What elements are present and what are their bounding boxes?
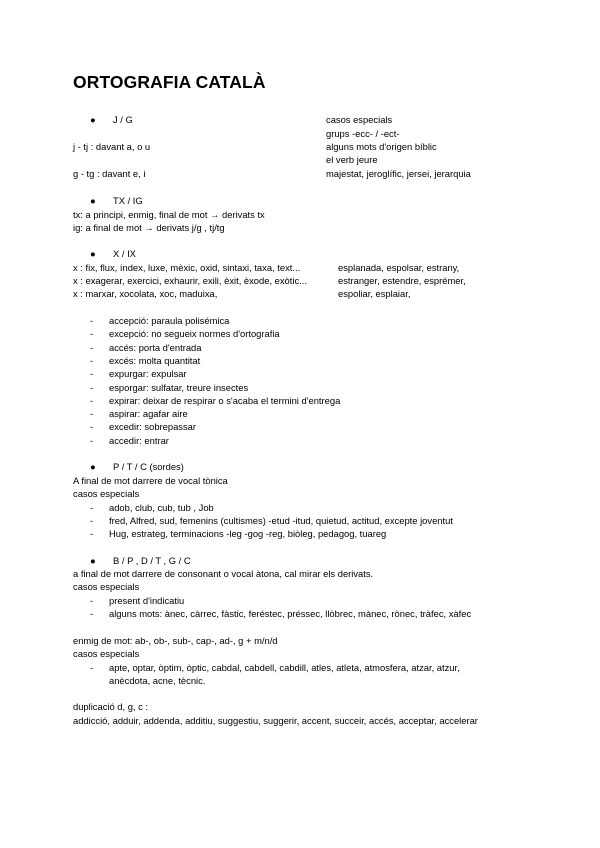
jg-especial-item: alguns mots d'origen bíblic [326, 141, 437, 152]
bullet-icon: ● [90, 195, 96, 206]
list-item: - alguns mots: ànec, càrrec, fàstic, feréstec, préssec, llòbrec, mànec, rònec, tràfec, xàfec [90, 608, 472, 619]
jg-especial-item: el verb jeure [326, 154, 378, 165]
list-item: - aspirar: agafar aire [90, 408, 188, 419]
list-item: - accés: porta d'entrada [90, 342, 202, 353]
bullet-icon: ● [90, 114, 96, 125]
bpdtgc-especials: casos especials [73, 581, 140, 592]
list-item: - apte, optar, òptim, òptic, cabdal, cabdell, cabdill, atles, atleta, atmosfera, atzar, atzur, [90, 662, 460, 673]
section-heading-ptc: ● P / T / C (sordes) [90, 461, 184, 472]
xix-right-item: estranger, estendre, esprémer, [338, 275, 466, 286]
list-item: - excedir: sobrepassar [90, 421, 197, 432]
bullet-icon: ● [90, 555, 96, 566]
enmig-especials: casos especials [73, 648, 140, 659]
jg-especial-item: majestat, jeroglífic, jersei, jerarquia [326, 168, 471, 179]
xix-row: x : exagerar, exercici, exhaurir, exili, èxit, èxode, exòtic... [73, 275, 307, 286]
list-item: - excés: molta quantitat [90, 355, 201, 366]
section-heading-txig: ● TX / IG [90, 195, 143, 206]
list-item: - fred, Alfred, sud, femenins (cultismes) -etud -itud, quietud, actitud, excepte joventut [90, 515, 453, 526]
list-item: - present d'indicatiu [90, 595, 185, 606]
rule-g-tg: g - tg : davant e, i [73, 168, 146, 179]
ptc-rule: A final de mot darrere de vocal tònica [73, 475, 228, 486]
jg-especials-title: casos especials [326, 114, 393, 125]
ptc-especials: casos especials [73, 488, 140, 499]
page-title: ORTOGRAFIA CATALÀ [73, 72, 266, 92]
xix-right-item: espoliar, esplaiar, [338, 288, 411, 299]
enmig-rule: enmig de mot: ab-, ob-, sub-, cap-, ad-, g + m/n/d [73, 635, 278, 646]
section-heading-bpdtgc: ● B / P , D / T , G / C [90, 555, 191, 566]
section-heading-xix: ● X / IX [90, 248, 136, 259]
duplicacio-heading: duplicació d, g, c : [73, 701, 149, 712]
rule-ig: ig: a final de mot → derivats j/g , tj/tg [73, 222, 225, 233]
list-item: - Hug, estrateg, terminacions -leg -gog -reg, biòleg, pedagog, tuareg [90, 528, 387, 539]
list-item: - excepció: no segueix normes d'ortografia [90, 328, 280, 339]
bpdtgc-rule: a final de mot darrere de consonant o vocal àtona, cal mirar els derivats. [73, 568, 374, 579]
list-item: - accedir: entrar [90, 435, 169, 446]
rule-j-tj: j - tj : davant a, o u [73, 141, 151, 152]
bullet-icon: ● [90, 461, 96, 472]
list-item: - expirar: deixar de respirar o s'acaba el termini d'entrega [90, 395, 341, 406]
xix-row: x : fix, flux, índex, luxe, mèxic, oxid, sintaxi, taxa, text... [73, 262, 301, 273]
list-item: - esporgar: sulfatar, treure insectes [90, 382, 249, 393]
list-item: - accepció: paraula polisémica [90, 315, 230, 326]
list-item: - expurgar: expulsar [90, 368, 187, 379]
list-item: - adob, club, cub, tub , Job [90, 502, 214, 513]
rule-tx: tx: a principi, enmig, final de mot → derivats tx [73, 209, 265, 220]
bullet-icon: ● [90, 248, 96, 259]
xix-row: x : marxar, xocolata, xoc, maduixa, [73, 288, 218, 299]
xix-right-item: esplanada, espolsar, estrany, [338, 262, 460, 273]
list-item-continuation: anècdota, acne, tècnic. [109, 675, 206, 686]
duplicacio-list: addicció, adduir, addenda, additiu, suggestiu, suggerir, accent, succeir, accés, acceptar, accelerar [73, 715, 478, 726]
section-heading-jg: ● J / G [90, 114, 133, 125]
jg-especial-item: grups -ecc- / -ect- [326, 128, 400, 139]
